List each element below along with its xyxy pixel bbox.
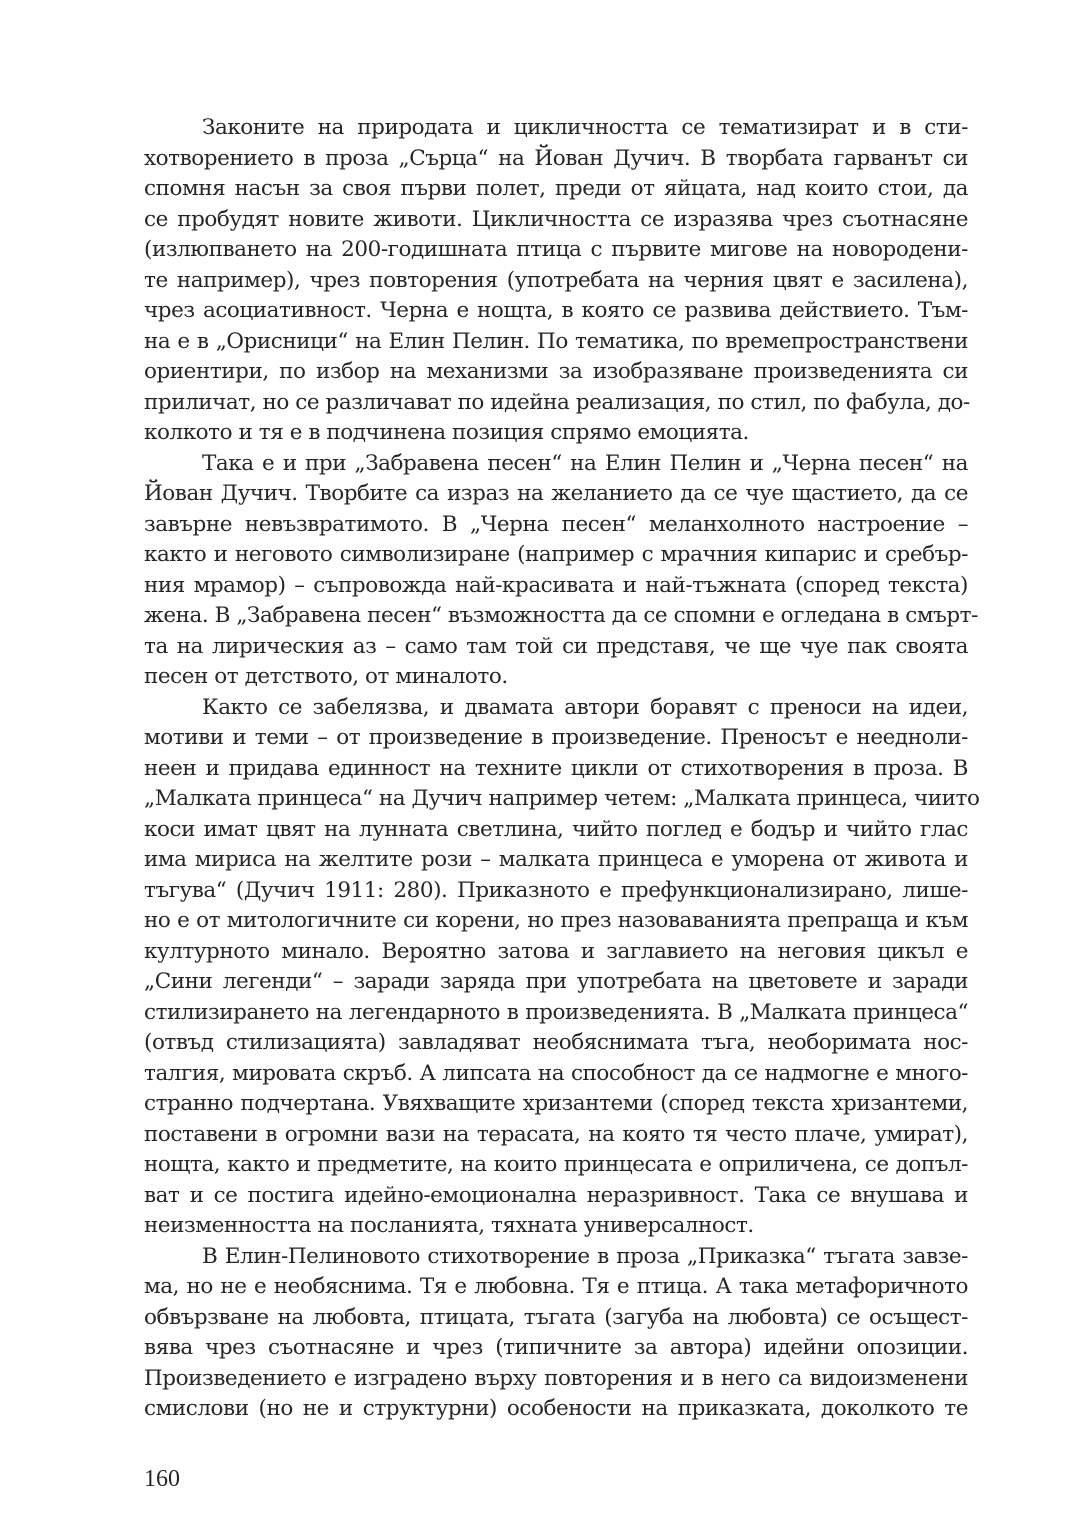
paragraph-1 [144,113,968,449]
text-line: Както се забелязва, и двамата автори боравят с преноси на идеи, [202,694,968,720]
text-line: поставени в огромни вази на терасата, на която тя често плаче, умират), [144,1121,968,1147]
text-line: спомня насън за своя първи полет, преди от яйцата, над които стои, да [144,176,968,201]
text-line: (отвъд стилизацията) завладяват необяснимата тъга, необоримата нос- [144,1030,968,1055]
text-line: Йован Дучич. Творбите са израз на желанието да се чуе щастието, да се [144,481,968,506]
text-line: неен и придава единност на техните цикли от стихотворения в проза. В [144,755,968,781]
text-line: мотиви и теми – от произведение в произведение. Преносът е нееднoли- [144,725,968,750]
text-line: хотворението в проза „Сърца“ на Йован Дучич. В творбата гарванът си [144,145,968,171]
text-line: вява чрез съотнасяне и чрез (типичните за автора) идейни опозиции. [144,1335,968,1360]
text-line: Така е и при „Забравена песен“ на Елин Пелин и „Черна песен“ на [202,450,968,476]
text-line: ния мрамор) – съпровожда най-красивата и най-тъжната (според текста) [144,572,968,598]
paragraph-3 [144,693,980,1242]
text-line: смислови (но не и структурни) особености на приказката, доколкото те [144,1396,968,1421]
text-line: стилизирането на легендарното в произведенията. В „Малката принцеса“ [144,999,968,1025]
text-line: се пробудят новите животи. Цикличността се изразява чрез съотнасяне [144,206,968,232]
text-line: завърне невъзвратимото. В „Черна песен“ меланхолното настроение – [144,511,968,537]
text-line: жена. В „Забравена песен“ възможността да се спомни е огледана в смърт- [144,603,978,628]
paragraph-4 [144,1242,968,1425]
text-line: чрез асоциативност. Черна е нощта, в която се развива действието. Тъм- [144,298,968,323]
text-line: културното минало. Вероятно затова и заглавието на неговия цикъл е [144,938,968,964]
text-line: талгия, мировата скръб. А липсата на способност да се надмогне е много- [144,1060,968,1086]
text-line: колкото и тя е в подчинена позиция спрямо емоцията. [144,420,749,445]
paragraph-2 [144,449,978,693]
text-line: ориентири, по избор на механизми за изобразяване произведенията си [144,359,968,384]
text-line: както и неговото символизиране (например с мрачния кипарис и сребър- [144,542,968,567]
text-line: странно подчертана. Увяхващите хризантеми (според текста хризантеми, [144,1091,968,1116]
text-line: има мириса на желтите рози – малката принцеса е уморена от живота и [144,847,968,872]
text-line: „Малката принцеса“ на Дучич например четем: „Малката принцеса, чиито [144,786,980,811]
text-line: обвързване на любовта, птицата, тъгата (загуба на любовта) се осъщест- [144,1304,968,1330]
text-line: те например), чрез повторения (употребата на черния цвят е засилена), [144,267,968,293]
text-line: тъгува“ (Дучич 1911: 280). Приказното е префункционализирано, лише- [144,877,968,903]
text-line: (излюпването на 200-годишната птица с първите мигове на новородени- [144,237,968,262]
text-line: ват и се постига идейно-емоционална неразривност. Така се внушава и [144,1182,968,1208]
text-line: Произведението е изградено върху повторения и в него са видоизменени [144,1365,968,1391]
text-line: ма, но не е необяснима. Тя е любовна. Тя е птица. А така метафоричното [144,1274,968,1299]
text-line: „Сини легенди“ – заради заряда при употребата на цветовете и заради [144,969,968,994]
page-number: 160 [144,1466,180,1492]
body-text [144,113,980,1425]
text-line: В Елин-Пелиновото стихотворение в проза „Приказка“ тъгата завзе- [202,1243,968,1269]
text-line: та на лирическия аз – само там той си представя, че ще чуе пак своята [144,633,968,659]
text-line: неизменността на посланията, тяхната универсалност. [144,1213,754,1238]
text-line: коси имат цвят на лунната светлина, чийто поглед е бодър и чийто глас [144,816,968,842]
text-line: на е в „Орисници“ на Елин Пелин. По тематика, по времепространствени [144,328,968,354]
text-line: приличат, но се различават по идейна реализация, по стил, по фабула, до- [144,389,970,415]
text-line: нощта, както и предметите, на които принцесата е оприличена, се допъл- [144,1152,968,1177]
text-line: Законите на природата и цикличността се тематизират и в сти- [202,115,968,140]
text-line: но е от митологичните си корени, но през назоваванията препраща и към [144,908,968,933]
text-line: песен от детството, от миналото. [144,664,508,689]
